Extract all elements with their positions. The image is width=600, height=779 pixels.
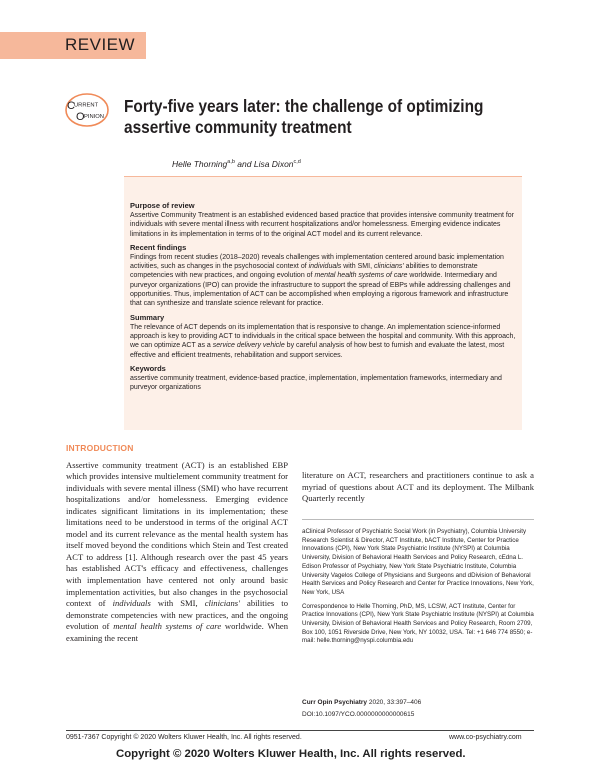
author-line (172, 159, 301, 169)
svg-text:O: O (76, 111, 85, 123)
journal-name: Curr Opin Psychiatry (302, 699, 368, 706)
footnote-divider (302, 519, 534, 520)
author-1: Helle Thorning (172, 159, 228, 169)
keywords-heading: Keywords (130, 364, 166, 373)
affiliations-note: aClinical Professor of Psychiatric Social Work (in Psychiatry), Columbia University Research Scientist & Director, ACT Institute, bACT Institute, Center for Practice Innovations (CPI), New York State Psychiatric Institute (NYSPI) at Columbia University, Division of Behavioral Health Services and Policy Research, cEdna L. Edison Professor of Psychiatry, New York State Psychiatric Institute, Columbia University Vagelos College of Physicians and Surgeons and dDivision of Behavioral Health Services and Policy Research and Center for Practice Innovations, New York, New York, USA (302, 528, 534, 596)
author-joiner: and (234, 159, 254, 169)
introduction-heading: INTRODUCTION (66, 443, 134, 453)
summary-text: The relevance of ACT depends on its implementation that is responsive to change. An implementation science-informed approach is key to providing ACT to individuals in the critical space between the hospital and community. With this approach, we can optimize ACT as a service delivery vehicle by careful analysis of how best to furnish and evaluate the latest, most effective and efficient treatments, rehabilitation and support services. (130, 323, 516, 359)
logo-word-current: URRENT (74, 102, 99, 109)
right-paragraph: literature on ACT, researchers and practitioners continue to ask a myriad of questions about ACT and its deployment. The Milbank Quarterly recently (302, 470, 534, 504)
current-opinion-logo-graphic (64, 91, 110, 129)
article-title (124, 96, 511, 138)
journal-volume: 2020, 33:397–406 (367, 699, 422, 706)
footnotes (302, 528, 534, 651)
findings-text: Findings from recent studies (2018–2020) reveals challenges with implementation centered around basic implementation activities, such as changes in the psychosocial context of individuals with SMI, clinicians' abilities to demonstrate competencies with new practices, and ongoing evolution of mental health systems of care worldwide. Intermediary and purveyor organizations (IPO) can provide the infrastructure to support the spread of EBPs while addressing challenges and opportunities. Thus, implementation of ACT can be accomplished when employing a rigorous framework and infrastructure that can synthesize and translate science relevant for practice. (130, 253, 511, 308)
purpose-text: Assertive Community Treatment is an established evidenced based practice that provides intensive community treatment for individuals with severe mental illness with recurrent hospitalizations and/or homelessness. Emerging evidence indicates limitations in its implementation in terms of to the original ACT model and its current relevance. (130, 211, 515, 238)
author-2: Lisa Dixon (253, 159, 294, 169)
keywords-text: assertive community treatment, evidence-based practice, implementation, implementation frameworks, intermediary and purveyor organizations (130, 374, 502, 392)
author-1-affil: a,b (227, 159, 235, 166)
copyright-banner: Copyright © 2020 Wolters Kluwer Health, Inc. All rights reserved. (116, 748, 466, 760)
body-column-right (302, 470, 534, 505)
logo-word-opinion: PINION (84, 114, 104, 120)
correspondence-note: Correspondence to Helle Thorning, PhD, MS, LCSW, ACT Institute, Center for Practice Innovations (CPI), New York State Psychiatric Institute (NYSPI) at Columbia University, Division of Behavioral Health Services and Policy Research, Room 2709, Box 100, 1051 Riverside Drive, New York, NY 10032, USA. Tel: +1 646 774 8550; e-mail: helle.thorning@nyspi.columbia.edu (302, 602, 534, 645)
footer-copyright: 0951-7367 Copyright © 2020 Wolters Kluwer Health, Inc. All rights reserved. (66, 734, 302, 741)
review-section-band (0, 32, 146, 59)
intro-paragraph: Assertive community treatment (ACT) is an established EBP which provides intensive multielement community treatment for individuals with severe mental illness (SMI) who have recurrent hospitalizations and/or homelessness. Emerging evidence indicates significant limitations in its implementation; these limitations need to be understood in terms of the original ACT model and its current relevance as the mental health system has itself moved beyond the conditions which Stein and Test created ACT to address [1]. Although research over the past 45 years has established ACT's efficacy and effectiveness, challenges with implementation have centered not only around basic implementation activities, but also changes in the psychosocial context of individuals with SMI, clinicians' abilities to demonstrate competencies with new practices, and the ongoing evolution of mental health systems of care worldwide. When examining the recent (66, 459, 288, 643)
review-label: REVIEW (65, 35, 136, 54)
journal-citation (302, 699, 421, 706)
abstract-box (124, 176, 522, 430)
body-column-left (66, 443, 288, 644)
title-line-2: assertive community treatment (124, 117, 352, 137)
author-2-affil: c,d (293, 159, 301, 166)
findings-heading: Recent findings (130, 242, 187, 252)
summary-heading: Summary (130, 312, 165, 322)
journal-website-link[interactable]: www.co-psychiatry.com (449, 734, 522, 741)
doi: DOI:10.1097/YCO.0000000000000615 (302, 711, 415, 718)
title-line-1: Forty-five years later: the challenge of optimizing (124, 96, 484, 116)
footer-divider (66, 730, 534, 731)
purpose-heading: Purpose of review (130, 201, 195, 210)
svg-text:C: C (67, 100, 75, 112)
current-opinion-logo (64, 91, 110, 129)
